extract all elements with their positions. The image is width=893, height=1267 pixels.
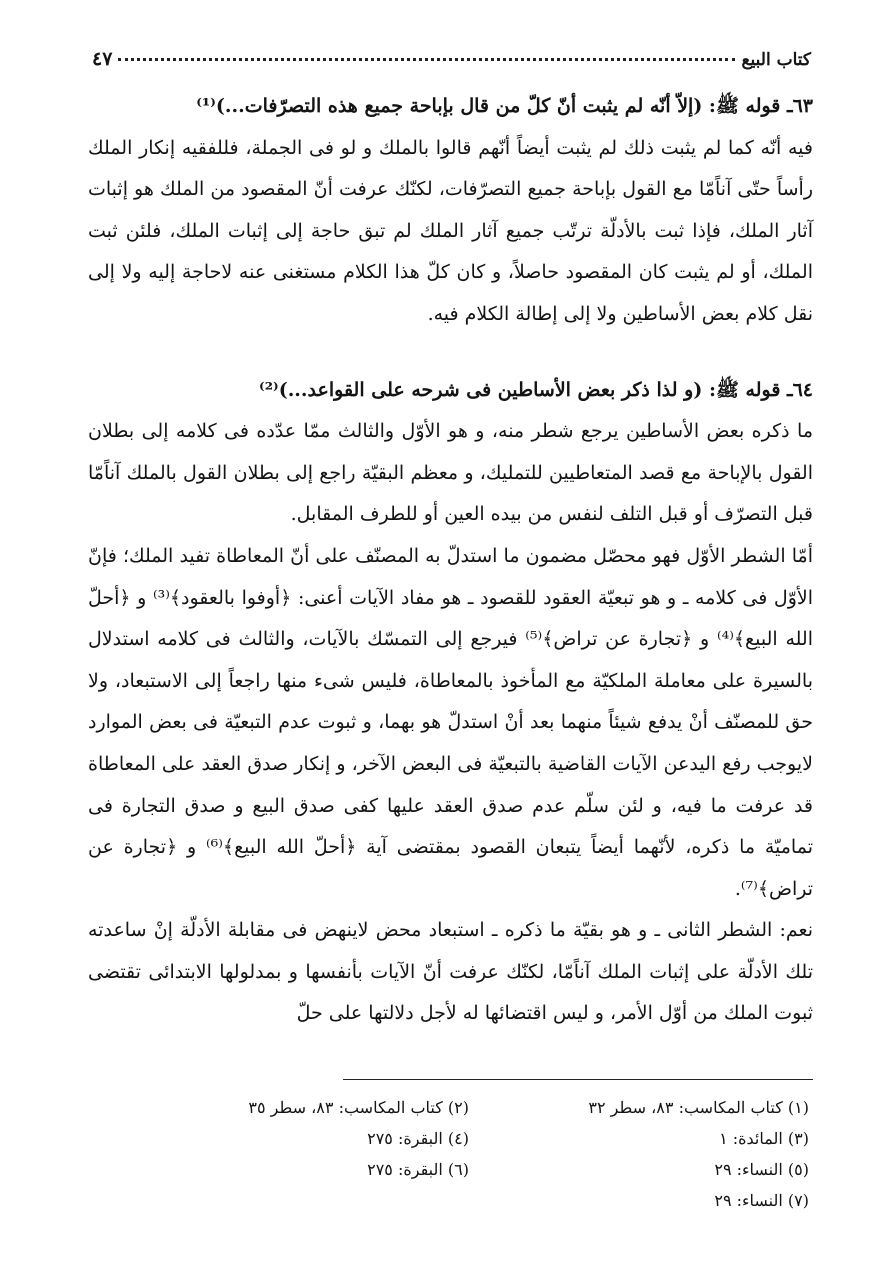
paragraph: فيه أنّه كما لم يثبت ذلك لم يثبت أيضاً أنّهم قالوا بالملك و لو فى الجملة، فللفقيه إنكار الملك رأساً حتّى آناًمّا مع القول بإباحة جميع التصرّفات، لكنّك عرفت أنّ المقصود من الملك هو إثبات آثار الملك، فإذا ثبت بالأدلّة ترتّب جميع آثار الملك لم تبق حاجة إلى إثبات الملك، فلئن ثبت الملك، أو لم يثبت كان المقصود حاصلاً، و كان كلّ هذا الكلام مستغنى عنه لاحاجة إليه ولا إلى نقل كلام بعض الأساطين ولا إلى إطالة الكلام فيه. [88, 136, 813, 325]
footnote-6: (٦) البقرة: ٢٧٥ [367, 1160, 469, 1179]
section-heading-64: ٦٤ـ قوله ﷺ: (و لذا ذكر بعض الأساطين فى شرحه على القواعد...)⁽²⁾ [259, 378, 813, 401]
footnote-1: (١) كتاب المكاسب: ٨٣، سطر ٣٢ [588, 1098, 809, 1117]
paragraph: أمّا الشطر الأوّل فهو محصّل مضمون ما استدلّ به المصنّف على أنّ المعاطاة تفيد الملك؛ فإنّ الأوّل فى كلامه ـ و هو تبعيّة العقود للقصود ـ هو مفاد الآيات أعنى: ﴿أوفوا بالعقود﴾⁽³⁾ و ﴿أحلّ الله البيع﴾⁽⁴⁾ و ﴿تجارة عن تراض﴾⁽⁵⁾ فيرجع إلى التمسّك بالآيات، والثالث فى كلامه استدلال بالسيرة على معاملة الملكيّة مع المأخوذ بالمعاطاة، فليس شىء منها راجعاً إلى الاستبعاد، ولا حق للمصنّف أنْ يدفع شيئاً منهما بعد أنْ استدلّ هو بهما، و ثبوت عدم التبعيّة فى بعض الموارد لايوجب رفع اليدعن الآيات القاضية بالتبعيّة فى البعض الآخر، و إنكار صدق العقد على المعاطاة قد عرفت ما فيه، و لئن سلّم عدم صدق العقد عليها كفى صدق البيع و صدق التجارة فى تماميّة ما ذكره، لأنّهما أيضاً يتبعان القصود بمقتضى آية ﴿أحلّ الله البيع﴾⁽⁶⁾ و ﴿تجارة عن تراض﴾⁽⁷⁾. [88, 544, 813, 900]
book-title: كتاب البيع [741, 50, 811, 70]
leader-dots [118, 58, 735, 61]
main-text [88, 86, 813, 1035]
section-heading-63: ٦٣ـ قوله ﷺ: (إلاّ أنّه لم يثبت أنّ كلّ من قال بإباحة جميع هذه التصرّفات...)⁽¹⁾ [196, 95, 813, 117]
footnotes [169, 1092, 809, 1216]
footnote-2: (٢) كتاب المكاسب: ٨٣، سطر ٣٥ [248, 1098, 469, 1117]
page-number: ٤٧ [92, 48, 113, 70]
footnote-7: (٧) النساء: ٢٩ [714, 1191, 809, 1210]
running-header [92, 34, 811, 70]
paragraph: ما ذكره بعض الأساطين يرجع شطر منه، و هو الأوّل والثالث ممّا عدّده فى كلامه إلى بطلان القول بالإباحة مع قصد المتعاطيين للتمليك، و معظم البقيّة راجع إلى بطلان القول بالملك آناًمّا قبل التصرّف أو قبل التلف لنفس من بيده العين أو للطرف المقابل. [88, 420, 813, 526]
footnote-5: (٥) النساء: ٢٩ [714, 1160, 809, 1179]
footnote-divider [343, 1079, 813, 1080]
footnote-3: (٣) المائدة: ١ [719, 1129, 809, 1148]
footnote-4: (٤) البقرة: ٢٧٥ [367, 1129, 469, 1148]
paragraph: نعم: الشطر الثانى ـ و هو بقيّة ما ذكره ـ استبعاد محض لاينهض فى مقابلة الأدلّة إنْ ساعدته تلك الأدلّة على إثبات الملك آناًمّا، لكنّك عرفت أنّ الآيات بأنفسها و بمدلولها الابتدائى تقتضى ثبوت الملك من أوّل الأمر، و ليس اقتضائها له لأجل دلالتها على حلّ [88, 919, 813, 1025]
